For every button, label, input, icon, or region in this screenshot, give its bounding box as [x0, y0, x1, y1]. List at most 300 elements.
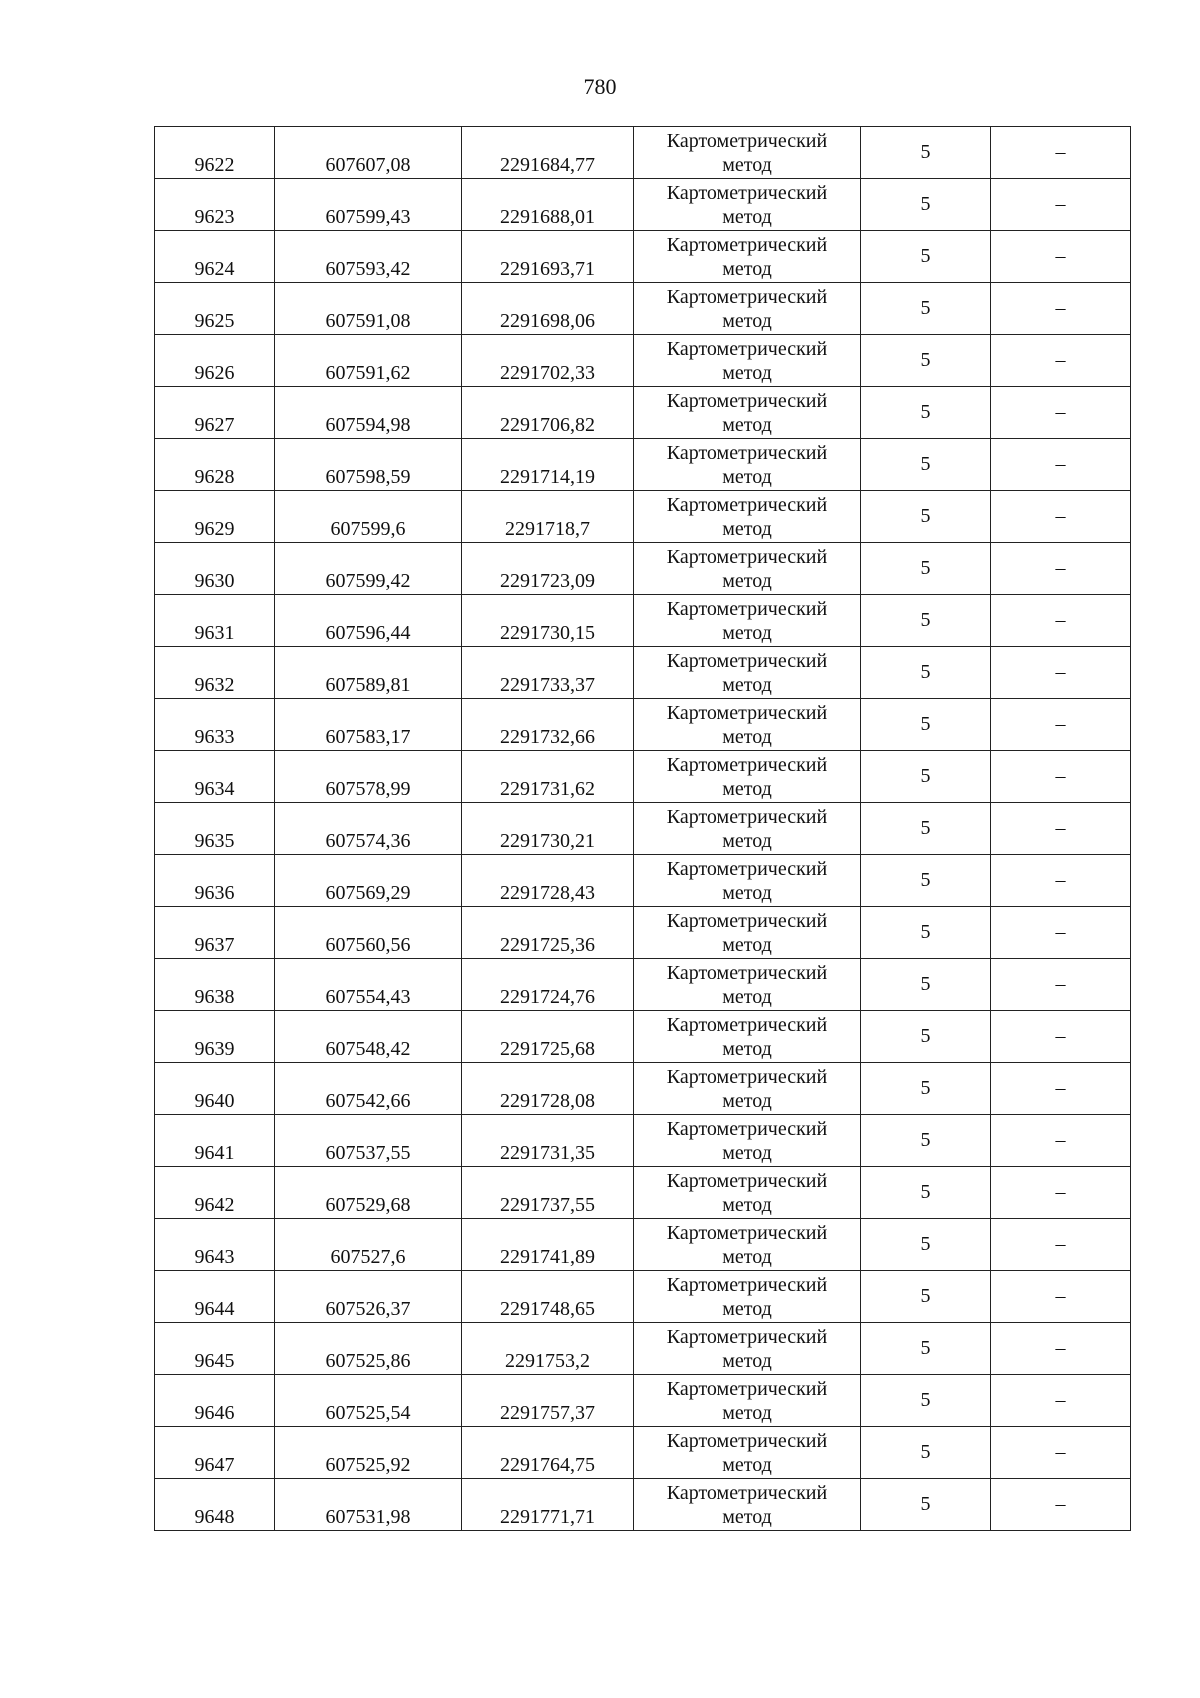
y-coordinate-cell [462, 179, 634, 231]
accuracy-cell-text: 5 [920, 868, 931, 891]
method-cell-text: Картометрический [666, 857, 828, 880]
x-coordinate-cell [275, 1011, 462, 1063]
y-coordinate-cell-text: 2291728,08 [500, 1090, 595, 1112]
x-coordinate-cell [275, 491, 462, 543]
y-coordinate-cell-text: 2291718,7 [505, 518, 590, 540]
description-cell-text: – [1055, 400, 1066, 423]
x-coordinate-cell-text: 607607,08 [325, 154, 411, 176]
point-number-cell-text: 9640 [194, 1090, 235, 1112]
point-number-cell [155, 647, 275, 699]
point-number-cell [155, 231, 275, 283]
table-row [155, 491, 1131, 543]
method-cell-text: Картометрический [666, 181, 828, 204]
y-coordinate-cell [462, 1479, 634, 1531]
method-cell-text: Картометрический [666, 129, 828, 152]
accuracy-cell [861, 127, 991, 179]
accuracy-cell [861, 283, 991, 335]
y-coordinate-cell-text: 2291764,75 [500, 1454, 595, 1476]
x-coordinate-cell [275, 1479, 462, 1531]
x-coordinate-cell [275, 855, 462, 907]
x-coordinate-cell [275, 1427, 462, 1479]
x-coordinate-cell-text: 607531,98 [325, 1506, 411, 1528]
table-row [155, 803, 1131, 855]
y-coordinate-cell-text: 2291753,2 [505, 1350, 590, 1372]
y-coordinate-cell [462, 907, 634, 959]
x-coordinate-cell [275, 1167, 462, 1219]
x-coordinate-cell-text: 607542,66 [325, 1090, 411, 1112]
method-cell-text: Картометрический [666, 701, 828, 724]
y-coordinate-cell-text: 2291730,15 [500, 622, 595, 644]
x-coordinate-cell [275, 335, 462, 387]
accuracy-cell-text: 5 [920, 296, 931, 319]
x-coordinate-cell [275, 751, 462, 803]
table-row [155, 231, 1131, 283]
method-cell-text: метод [722, 309, 772, 332]
description-cell-text: – [1055, 1024, 1066, 1047]
point-number-cell [155, 699, 275, 751]
y-coordinate-cell-text: 2291723,09 [500, 570, 595, 592]
method-cell [634, 1323, 861, 1375]
point-number-cell [155, 491, 275, 543]
description-cell [991, 699, 1131, 751]
x-coordinate-cell-text: 607589,81 [325, 674, 411, 696]
method-cell-text: метод [722, 465, 772, 488]
point-number-cell [155, 959, 275, 1011]
x-coordinate-cell-text: 607591,08 [325, 310, 411, 332]
y-coordinate-cell-text: 2291698,06 [500, 310, 595, 332]
table-row [155, 335, 1131, 387]
x-coordinate-cell-text: 607537,55 [325, 1142, 411, 1164]
method-cell-text: метод [722, 413, 772, 436]
accuracy-cell [861, 855, 991, 907]
y-coordinate-cell [462, 231, 634, 283]
description-cell [991, 179, 1131, 231]
description-cell-text: – [1055, 1284, 1066, 1307]
method-cell-text: метод [722, 1089, 772, 1112]
method-cell [634, 491, 861, 543]
description-cell [991, 543, 1131, 595]
method-cell [634, 647, 861, 699]
method-cell [634, 179, 861, 231]
method-cell [634, 595, 861, 647]
y-coordinate-cell [462, 699, 634, 751]
description-cell [991, 1219, 1131, 1271]
y-coordinate-cell-text: 2291702,33 [500, 362, 595, 384]
description-cell-text: – [1055, 868, 1066, 891]
method-cell [634, 1063, 861, 1115]
x-coordinate-cell-text: 607578,99 [325, 778, 411, 800]
x-coordinate-cell [275, 1063, 462, 1115]
description-cell [991, 803, 1131, 855]
description-cell [991, 491, 1131, 543]
point-number-cell [155, 179, 275, 231]
x-coordinate-cell-text: 607583,17 [325, 726, 411, 748]
y-coordinate-cell-text: 2291688,01 [500, 206, 595, 228]
description-cell [991, 231, 1131, 283]
description-cell [991, 387, 1131, 439]
table-row [155, 647, 1131, 699]
description-cell [991, 1011, 1131, 1063]
x-coordinate-cell-text: 607560,56 [325, 934, 411, 956]
point-number-cell-text: 9622 [194, 154, 235, 176]
description-cell-text: – [1055, 452, 1066, 475]
accuracy-cell-text: 5 [920, 192, 931, 215]
description-cell [991, 855, 1131, 907]
x-coordinate-cell-text: 607525,92 [325, 1454, 411, 1476]
y-coordinate-cell [462, 1011, 634, 1063]
accuracy-cell-text: 5 [920, 608, 931, 631]
point-number-cell [155, 751, 275, 803]
table-body [155, 127, 1131, 1531]
table-row [155, 387, 1131, 439]
x-coordinate-cell-text: 607525,54 [325, 1402, 411, 1424]
method-cell [634, 1375, 861, 1427]
method-cell [634, 699, 861, 751]
method-cell-text: Картометрический [666, 909, 828, 932]
description-cell-text: – [1055, 920, 1066, 943]
point-number-cell [155, 1063, 275, 1115]
method-cell-text: Картометрический [666, 753, 828, 776]
x-coordinate-cell [275, 439, 462, 491]
method-cell [634, 543, 861, 595]
point-number-cell [155, 335, 275, 387]
accuracy-cell [861, 959, 991, 1011]
method-cell-text: метод [722, 153, 772, 176]
method-cell-text: Картометрический [666, 545, 828, 568]
x-coordinate-cell [275, 179, 462, 231]
method-cell [634, 1427, 861, 1479]
y-coordinate-cell [462, 1063, 634, 1115]
description-cell-text: – [1055, 556, 1066, 579]
accuracy-cell-text: 5 [920, 452, 931, 475]
method-cell-text: метод [722, 1037, 772, 1060]
x-coordinate-cell [275, 595, 462, 647]
table-row [155, 751, 1131, 803]
table-row [155, 1167, 1131, 1219]
description-cell-text: – [1055, 192, 1066, 215]
method-cell-text: Картометрический [666, 1065, 828, 1088]
method-cell-text: метод [722, 1349, 772, 1372]
point-number-cell-text: 9632 [194, 674, 235, 696]
method-cell [634, 803, 861, 855]
y-coordinate-cell-text: 2291725,68 [500, 1038, 595, 1060]
y-coordinate-cell-text: 2291748,65 [500, 1298, 595, 1320]
method-cell-text: Картометрический [666, 233, 828, 256]
y-coordinate-cell-text: 2291741,89 [500, 1246, 595, 1268]
point-number-cell [155, 543, 275, 595]
description-cell [991, 595, 1131, 647]
method-cell [634, 1271, 861, 1323]
description-cell [991, 751, 1131, 803]
accuracy-cell [861, 179, 991, 231]
description-cell-text: – [1055, 1336, 1066, 1359]
point-number-cell [155, 1271, 275, 1323]
y-coordinate-cell [462, 491, 634, 543]
x-coordinate-cell [275, 907, 462, 959]
point-number-cell [155, 595, 275, 647]
point-number-cell-text: 9636 [194, 882, 235, 904]
accuracy-cell [861, 1167, 991, 1219]
method-cell-text: Картометрический [666, 1273, 828, 1296]
point-number-cell [155, 1375, 275, 1427]
accuracy-cell-text: 5 [920, 660, 931, 683]
method-cell-text: Картометрический [666, 441, 828, 464]
accuracy-cell [861, 699, 991, 751]
description-cell [991, 959, 1131, 1011]
description-cell-text: – [1055, 1180, 1066, 1203]
accuracy-cell-text: 5 [920, 972, 931, 995]
point-number-cell [155, 127, 275, 179]
table-row [155, 1479, 1131, 1531]
point-number-cell-text: 9641 [194, 1142, 235, 1164]
point-number-cell [155, 1167, 275, 1219]
y-coordinate-cell [462, 1271, 634, 1323]
point-number-cell-text: 9633 [194, 726, 235, 748]
description-cell [991, 1115, 1131, 1167]
method-cell-text: Картометрический [666, 1221, 828, 1244]
description-cell [991, 647, 1131, 699]
x-coordinate-cell [275, 1271, 462, 1323]
accuracy-cell [861, 1375, 991, 1427]
method-cell-text: метод [722, 621, 772, 644]
accuracy-cell [861, 543, 991, 595]
table-row [155, 1271, 1131, 1323]
y-coordinate-cell-text: 2291757,37 [500, 1402, 595, 1424]
accuracy-cell [861, 335, 991, 387]
accuracy-cell [861, 907, 991, 959]
point-number-cell-text: 9634 [194, 778, 235, 800]
point-number-cell-text: 9648 [194, 1506, 235, 1528]
x-coordinate-cell [275, 803, 462, 855]
x-coordinate-cell [275, 699, 462, 751]
x-coordinate-cell-text: 607548,42 [325, 1038, 411, 1060]
accuracy-cell-text: 5 [920, 1076, 931, 1099]
accuracy-cell [861, 1427, 991, 1479]
description-cell [991, 127, 1131, 179]
y-coordinate-cell-text: 2291771,71 [500, 1506, 595, 1528]
description-cell-text: – [1055, 1388, 1066, 1411]
method-cell-text: Картометрический [666, 805, 828, 828]
accuracy-cell [861, 595, 991, 647]
table-row [155, 1063, 1131, 1115]
table-row [155, 127, 1131, 179]
accuracy-cell-text: 5 [920, 1336, 931, 1359]
accuracy-cell-text: 5 [920, 1492, 931, 1515]
y-coordinate-cell [462, 855, 634, 907]
method-cell [634, 127, 861, 179]
method-cell [634, 959, 861, 1011]
table-row [155, 543, 1131, 595]
description-cell [991, 1427, 1131, 1479]
method-cell [634, 751, 861, 803]
accuracy-cell-text: 5 [920, 400, 931, 423]
point-number-cell-text: 9643 [194, 1246, 235, 1268]
method-cell [634, 439, 861, 491]
accuracy-cell [861, 491, 991, 543]
y-coordinate-cell-text: 2291733,37 [500, 674, 595, 696]
description-cell-text: – [1055, 348, 1066, 371]
method-cell-text: метод [722, 361, 772, 384]
x-coordinate-cell-text: 607598,59 [325, 466, 411, 488]
accuracy-cell [861, 1011, 991, 1063]
coordinates-table [154, 126, 1131, 1531]
point-number-cell [155, 1219, 275, 1271]
point-number-cell [155, 387, 275, 439]
method-cell-text: Картометрический [666, 1117, 828, 1140]
y-coordinate-cell [462, 387, 634, 439]
x-coordinate-cell-text: 607569,29 [325, 882, 411, 904]
accuracy-cell-text: 5 [920, 1180, 931, 1203]
method-cell [634, 283, 861, 335]
x-coordinate-cell [275, 127, 462, 179]
point-number-cell-text: 9626 [194, 362, 235, 384]
description-cell [991, 1271, 1131, 1323]
point-number-cell [155, 1115, 275, 1167]
method-cell-text: метод [722, 725, 772, 748]
description-cell-text: – [1055, 972, 1066, 995]
x-coordinate-cell-text: 607554,43 [325, 986, 411, 1008]
y-coordinate-cell [462, 127, 634, 179]
x-coordinate-cell-text: 607525,86 [325, 1350, 411, 1372]
x-coordinate-cell-text: 607599,42 [325, 570, 411, 592]
method-cell [634, 1219, 861, 1271]
accuracy-cell [861, 1063, 991, 1115]
method-cell-text: метод [722, 569, 772, 592]
description-cell-text: – [1055, 1232, 1066, 1255]
accuracy-cell-text: 5 [920, 504, 931, 527]
method-cell-text: метод [722, 673, 772, 696]
table-row [155, 179, 1131, 231]
accuracy-cell [861, 1323, 991, 1375]
description-cell-text: – [1055, 764, 1066, 787]
y-coordinate-cell [462, 647, 634, 699]
description-cell-text: – [1055, 1128, 1066, 1151]
method-cell-text: метод [722, 517, 772, 540]
description-cell [991, 1323, 1131, 1375]
y-coordinate-cell-text: 2291730,21 [500, 830, 595, 852]
accuracy-cell [861, 1479, 991, 1531]
accuracy-cell [861, 751, 991, 803]
y-coordinate-cell-text: 2291724,76 [500, 986, 595, 1008]
x-coordinate-cell [275, 1323, 462, 1375]
y-coordinate-cell-text: 2291714,19 [500, 466, 595, 488]
y-coordinate-cell [462, 803, 634, 855]
description-cell [991, 1063, 1131, 1115]
description-cell [991, 1375, 1131, 1427]
description-cell [991, 907, 1131, 959]
point-number-cell [155, 907, 275, 959]
description-cell-text: – [1055, 140, 1066, 163]
point-number-cell [155, 855, 275, 907]
y-coordinate-cell-text: 2291684,77 [500, 154, 595, 176]
description-cell-text: – [1055, 1492, 1066, 1515]
method-cell-text: Картометрический [666, 1377, 828, 1400]
table-row [155, 907, 1131, 959]
y-coordinate-cell-text: 2291732,66 [500, 726, 595, 748]
table-row [155, 959, 1131, 1011]
description-cell [991, 439, 1131, 491]
y-coordinate-cell [462, 335, 634, 387]
method-cell-text: метод [722, 1297, 772, 1320]
table-row [155, 1219, 1131, 1271]
method-cell-text: метод [722, 985, 772, 1008]
y-coordinate-cell [462, 959, 634, 1011]
method-cell-text: метод [722, 257, 772, 280]
x-coordinate-cell-text: 607594,98 [325, 414, 411, 436]
method-cell-text: метод [722, 777, 772, 800]
method-cell-text: Картометрический [666, 1481, 828, 1504]
point-number-cell-text: 9630 [194, 570, 235, 592]
x-coordinate-cell [275, 647, 462, 699]
description-cell-text: – [1055, 660, 1066, 683]
method-cell-text: метод [722, 1141, 772, 1164]
table-row [155, 1427, 1131, 1479]
method-cell-text: Картометрический [666, 337, 828, 360]
x-coordinate-cell-text: 607526,37 [325, 1298, 411, 1320]
y-coordinate-cell-text: 2291725,36 [500, 934, 595, 956]
method-cell-text: Картометрический [666, 285, 828, 308]
point-number-cell-text: 9644 [194, 1298, 235, 1320]
point-number-cell-text: 9628 [194, 466, 235, 488]
y-coordinate-cell [462, 1427, 634, 1479]
method-cell-text: Картометрический [666, 389, 828, 412]
accuracy-cell [861, 1115, 991, 1167]
y-coordinate-cell [462, 439, 634, 491]
method-cell-text: метод [722, 829, 772, 852]
accuracy-cell [861, 647, 991, 699]
accuracy-cell-text: 5 [920, 920, 931, 943]
table-row [155, 283, 1131, 335]
method-cell-text: метод [722, 881, 772, 904]
point-number-cell [155, 1427, 275, 1479]
x-coordinate-cell-text: 607527,6 [330, 1246, 406, 1268]
accuracy-cell-text: 5 [920, 348, 931, 371]
x-coordinate-cell-text: 607574,36 [325, 830, 411, 852]
x-coordinate-cell-text: 607596,44 [325, 622, 411, 644]
point-number-cell-text: 9637 [194, 934, 235, 956]
x-coordinate-cell-text: 607529,68 [325, 1194, 411, 1216]
point-number-cell-text: 9646 [194, 1402, 235, 1424]
method-cell [634, 1167, 861, 1219]
accuracy-cell [861, 231, 991, 283]
accuracy-cell-text: 5 [920, 1232, 931, 1255]
point-number-cell-text: 9629 [194, 518, 235, 540]
method-cell [634, 1479, 861, 1531]
method-cell [634, 1115, 861, 1167]
method-cell-text: Картометрический [666, 1429, 828, 1452]
point-number-cell-text: 9642 [194, 1194, 235, 1216]
accuracy-cell-text: 5 [920, 1024, 931, 1047]
method-cell [634, 231, 861, 283]
y-coordinate-cell [462, 1219, 634, 1271]
page-number: 780 [583, 74, 617, 99]
x-coordinate-cell [275, 283, 462, 335]
method-cell-text: Картометрический [666, 649, 828, 672]
method-cell-text: Картометрический [666, 1169, 828, 1192]
y-coordinate-cell [462, 1167, 634, 1219]
method-cell-text: метод [722, 1453, 772, 1476]
accuracy-cell-text: 5 [920, 764, 931, 787]
method-cell-text: Картометрический [666, 597, 828, 620]
method-cell [634, 855, 861, 907]
table-row [155, 1115, 1131, 1167]
y-coordinate-cell [462, 543, 634, 595]
y-coordinate-cell-text: 2291731,35 [500, 1142, 595, 1164]
method-cell-text: метод [722, 1505, 772, 1528]
y-coordinate-cell [462, 283, 634, 335]
method-cell [634, 387, 861, 439]
table-row [155, 1375, 1131, 1427]
